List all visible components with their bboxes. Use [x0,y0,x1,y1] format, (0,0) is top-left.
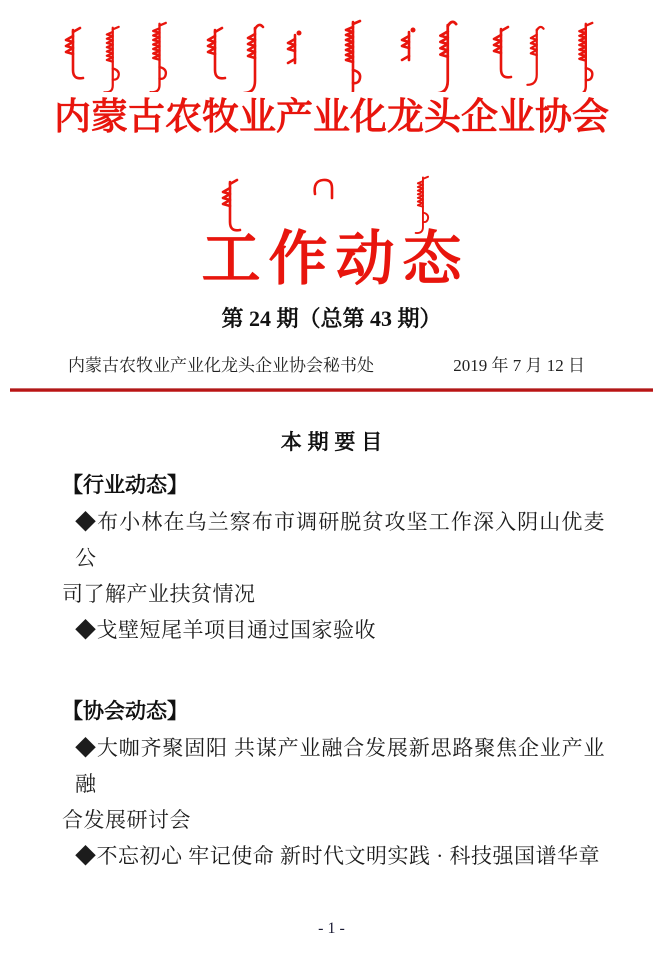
publish-date: 2019 年 7 月 12 日 [453,356,585,375]
toc-body [0,468,663,874]
organization-title: 内蒙古农牧业产业化龙头企业协会 [54,97,609,138]
section-title-association: 【协会动态】 [62,700,188,723]
toc-item-line: ◆戈壁短尾羊项目通过国家验收 [75,618,376,642]
header-divider [10,388,653,392]
toc-item [62,504,605,612]
page-number: - 1 - [318,920,345,937]
section-title-industry: 【行业动态】 [62,474,188,497]
toc-item-line: 合发展研讨会 [62,808,191,832]
toc-item-line: ◆大咖齐聚固阳 共谋产业融合发展新思路聚焦企业产业融 [75,736,605,796]
mongolian-script-banner-icon [0,12,663,92]
toc-item-line: ◆布小林在乌兰察布市调研脱贫攻坚工作深入阴山优麦公 [75,510,605,570]
document-title: 工作动态 [201,226,470,292]
issue-number: 第 24 期（总第 43 期） [221,306,442,331]
mongolian-script-subtitle-icon [0,174,663,234]
toc-heading: 本 期 要 目 [280,431,383,454]
toc-item [62,612,605,648]
publisher-name: 内蒙古农牧业产业化龙头企业协会秘书处 [68,356,374,375]
toc-item-line: ◆不忘初心 牢记使命 新时代文明实践 · 科技强国谱华章 [75,844,600,868]
toc-item [62,838,605,874]
toc-item [62,730,605,838]
publisher-date-row [0,354,663,378]
toc-item-line: 司了解产业扶贫情况 [62,582,256,606]
